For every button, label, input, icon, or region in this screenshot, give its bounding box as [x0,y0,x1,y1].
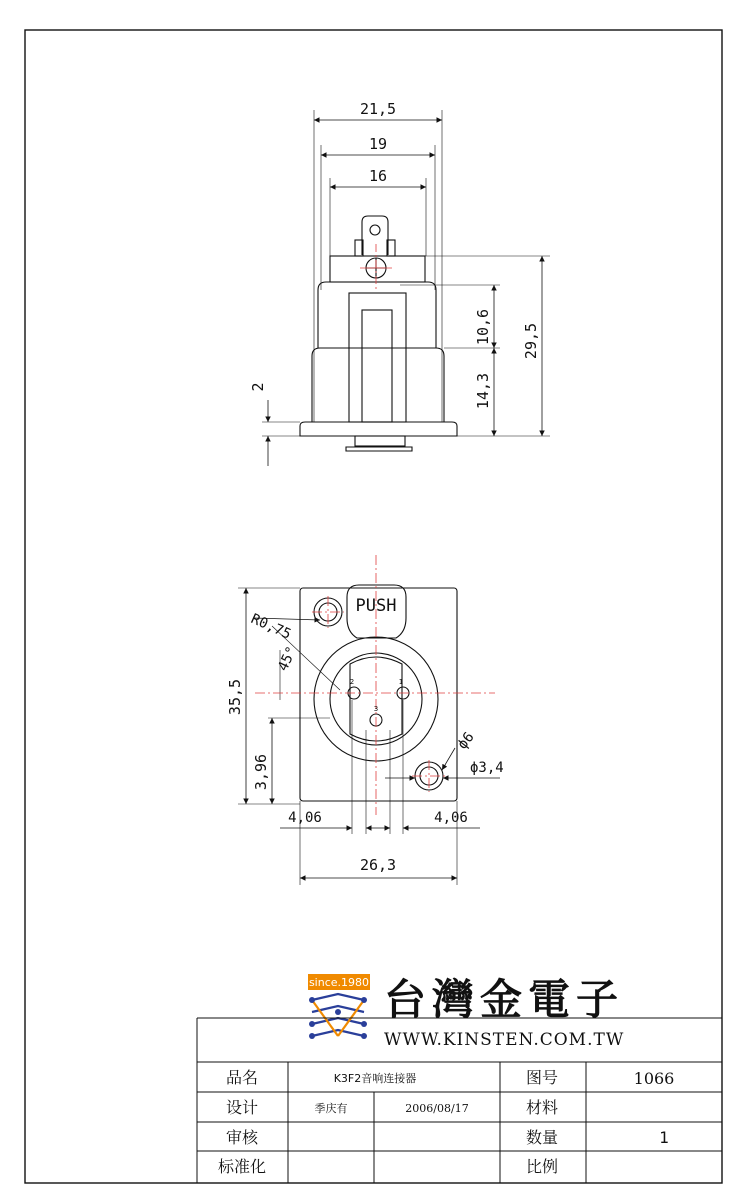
dim-phi-6: ϕ6 [454,729,478,753]
dim-21-5: 21,5 [359,100,397,118]
dim-19: 19 [368,135,388,153]
dim-26-3: 26,3 [359,856,397,874]
bottom-tab [346,447,412,451]
dim-2: 2 [249,382,267,392]
middle-body [318,282,436,348]
quantity-value: 1 [659,1128,669,1147]
quantity-label: 数量 [525,1128,559,1147]
latch-slot-outer [349,293,406,422]
dim-10-6: 10,6 [474,308,492,346]
dim-left-4-06: 4,06 [288,810,322,826]
top-view [262,110,550,466]
dim-14-3: 14,3 [474,372,492,410]
product-name-label: 品名 [225,1068,259,1087]
standardize-label: 标准化 [217,1157,267,1176]
pin-3-label: 3 [373,705,379,713]
dim-r0-75: R0,75 [248,611,294,643]
brand-url: WWW.KINSTEN.COM.TW [384,1030,625,1050]
drawing-no: 1066 [633,1069,675,1088]
flange [300,422,457,436]
front-view-center-lines [255,555,495,815]
review-label: 审核 [225,1128,259,1147]
designer: 季庆有 [314,1102,348,1115]
since-text: since.1980 [308,976,370,989]
design-label: 设计 [225,1098,259,1117]
dim-45-deg: 45° [275,644,301,674]
dim-16: 16 [368,167,388,185]
material-label: 材料 [525,1098,559,1117]
brand-name: 台灣金電子 [384,975,625,1024]
pin-1-label: 1 [398,678,404,686]
latch-slot-inner [362,310,392,422]
drawing-no-label: 图号 [525,1068,559,1087]
push-label: PUSH [355,596,397,616]
dim-3-96: 3,96 [252,753,270,791]
design-date: 2006/08/17 [405,1102,469,1115]
brand-logo [308,974,370,1039]
dim-29-5: 29,5 [522,322,540,360]
pin-2-label: 2 [349,678,355,686]
lower-body [312,348,444,422]
dim-phi-3-4: ϕ3,4 [470,760,504,776]
terminal-hole [370,225,380,235]
scale-label: 比例 [525,1157,559,1176]
bottom-post [355,436,405,446]
dim-right-4-06: 4,06 [434,810,468,826]
dim-35-5: 35,5 [226,678,244,716]
product-name: K3F2音响连接器 [333,1072,417,1085]
